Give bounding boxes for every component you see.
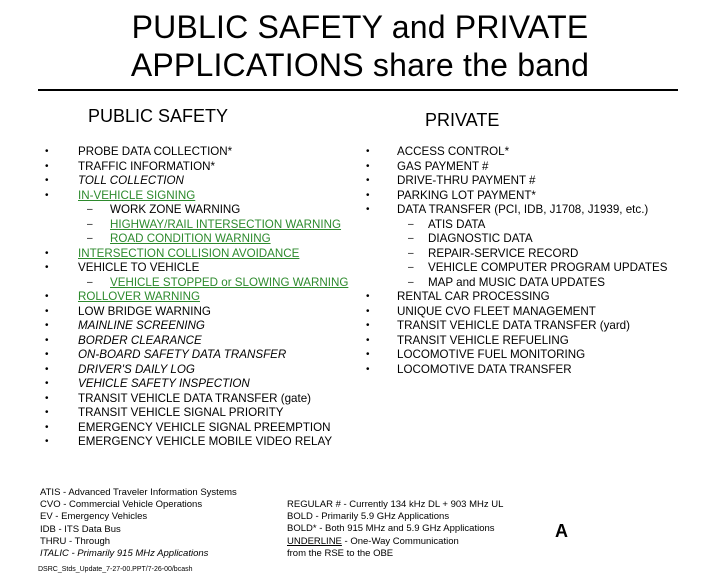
dash-icon: –: [408, 262, 414, 273]
list-item-text: TRANSIT VEHICLE DATA TRANSFER (yard): [397, 319, 630, 332]
dash-icon: –: [87, 218, 93, 230]
bullet-icon: •: [45, 189, 49, 201]
legend-line: [287, 536, 503, 548]
title-line-1: PUBLIC SAFETY and PRIVATE: [131, 9, 589, 45]
slide-badge: A: [555, 521, 568, 541]
legend-line: REGULAR # - Currently 134 kHz DL + 903 MHz UL: [287, 499, 504, 510]
list-item-text: TRANSIT VEHICLE SIGNAL PRIORITY: [78, 406, 284, 419]
bullet-icon: •: [45, 378, 49, 389]
bullet-icon: •: [45, 160, 49, 172]
bullet-icon: •: [45, 262, 49, 273]
dash-icon: –: [408, 218, 414, 230]
legend-line: IDB - ITS Data Bus: [40, 523, 121, 535]
bullet-icon: •: [366, 204, 370, 215]
list-item-text: DIAGNOSTIC DATA: [428, 232, 533, 245]
bullet-icon: •: [45, 349, 49, 360]
bullet-icon: •: [366, 363, 370, 375]
list-item-text: INTERSECTION COLLISION AVOIDANCE: [78, 246, 300, 260]
style-legend: [287, 499, 503, 560]
list-item-text: ROLLOVER WARNING: [78, 290, 200, 303]
list-item-text: TRANSIT VEHICLE REFUELING: [397, 333, 569, 347]
legend-line: EV - Emergency Vehicles: [40, 511, 148, 523]
list-item-text: GAS PAYMENT #: [397, 159, 489, 173]
list-item-text: TOLL COLLECTION: [78, 174, 184, 187]
list-item-text: MAP and MUSIC DATA UPDATES: [428, 275, 605, 289]
dash-icon: –: [87, 233, 93, 244]
list-item-text: RENTAL CAR PROCESSING: [397, 290, 550, 303]
bullet-icon: •: [366, 160, 370, 172]
list-item-text: DRIVER'S DAILY LOG: [78, 362, 195, 376]
public-safety-heading: PUBLIC SAFETY: [88, 106, 229, 126]
bullet-icon: •: [45, 363, 49, 375]
list-item-text: REPAIR-SERVICE RECORD: [428, 246, 579, 260]
list-item-text: LOCOMOTIVE FUEL MONITORING: [397, 348, 586, 361]
bullet-icon: •: [366, 334, 370, 346]
file-footer: DSRC_Stds_Update_7-27-00.PPT/7-26-00/bcash: [38, 566, 193, 573]
list-item-text: IN-VEHICLE SIGNING: [78, 188, 196, 202]
bullet-icon: •: [45, 436, 49, 447]
legend-description: - One-Way Communication: [341, 535, 459, 547]
bullet-icon: •: [45, 421, 49, 433]
title-line-2: APPLICATIONS share the band: [130, 47, 590, 83]
bullet-icon: •: [45, 407, 49, 418]
bullet-icon: •: [45, 305, 49, 317]
list-item-text: TRANSIT VEHICLE DATA TRANSFER (gate): [78, 391, 312, 405]
list-item-text: UNIQUE CVO FLEET MANAGEMENT: [397, 304, 596, 318]
list-item-text: EMERGENCY VEHICLE MOBILE VIDEO RELAY: [78, 435, 333, 448]
list-item-text: PARKING LOT PAYMENT*: [397, 188, 536, 202]
legend-line: ATIS - Advanced Traveler Information Systems: [40, 487, 237, 498]
legend-line: ITALIC - Primarily 915 MHz Applications: [40, 548, 209, 560]
bullet-icon: •: [366, 320, 370, 331]
list-item-text: LOW BRIDGE WARNING: [78, 304, 211, 318]
list-item-text: TRAFFIC INFORMATION*: [78, 159, 215, 173]
list-item-text: LOCOMOTIVE DATA TRANSFER: [397, 362, 572, 376]
dash-icon: –: [408, 233, 414, 244]
list-item-text: HIGHWAY/RAIL INTERSECTION WARNING: [110, 217, 342, 231]
dash-icon: –: [87, 204, 93, 215]
bullet-icon: •: [45, 334, 49, 346]
list-item-text: PROBE DATA COLLECTION*: [78, 145, 233, 158]
legend-line: from the RSE to the OBE: [287, 547, 394, 559]
bullet-icon: •: [45, 320, 49, 331]
list-item-text: VEHICLE TO VEHICLE: [78, 261, 200, 274]
list-item-text: BORDER CLEARANCE: [78, 333, 202, 347]
legend-line: CVO - Commercial Vehicle Operations: [40, 499, 203, 511]
list-item-text: VEHICLE SAFETY INSPECTION: [78, 377, 250, 390]
dash-icon: –: [408, 276, 414, 288]
bullet-icon: •: [45, 175, 49, 186]
slide-title: [0, 8, 720, 84]
acronym-legend: [40, 487, 237, 560]
list-item-text: MAINLINE SCREENING: [78, 319, 205, 332]
legend-line: BOLD* - Both 915 MHz and 5.9 GHz Applications: [287, 523, 495, 535]
legend-underline-sample: UNDERLINE: [287, 535, 342, 547]
bullet-icon: •: [45, 392, 49, 404]
list-item-text: DATA TRANSFER (PCI, IDB, J1708, J1939, etc.): [397, 203, 649, 216]
bullet-icon: •: [45, 146, 49, 157]
bullet-icon: •: [45, 247, 49, 259]
list-item-text: VEHICLE STOPPED or SLOWING WARNING: [110, 275, 349, 289]
title-divider: [38, 89, 678, 91]
private-heading: PRIVATE: [425, 110, 500, 130]
legend-line: BOLD - Primarily 5.9 GHz Applications: [287, 511, 450, 523]
list-item-text: ROAD CONDITION WARNING: [110, 232, 271, 245]
list-item-text: EMERGENCY VEHICLE SIGNAL PREEMPTION: [78, 420, 331, 434]
list-item-text: DRIVE-THRU PAYMENT #: [397, 174, 536, 187]
bullet-icon: •: [366, 189, 370, 201]
bullet-icon: •: [366, 291, 370, 302]
list-item-text: ACCESS CONTROL*: [397, 145, 510, 158]
bullet-icon: •: [366, 175, 370, 186]
list-item-text: VEHICLE COMPUTER PROGRAM UPDATES: [428, 261, 668, 274]
bullet-icon: •: [366, 305, 370, 317]
dash-icon: –: [408, 247, 414, 259]
list-item-text: WORK ZONE WARNING: [110, 203, 241, 216]
bullet-icon: •: [366, 349, 370, 360]
bullet-icon: •: [366, 146, 370, 157]
dash-icon: –: [87, 276, 93, 288]
legend-line: THRU - Through: [40, 535, 111, 547]
bullet-icon: •: [45, 291, 49, 302]
list-item-text: ATIS DATA: [428, 217, 486, 231]
list-item-text: ON-BOARD SAFETY DATA TRANSFER: [78, 348, 287, 361]
